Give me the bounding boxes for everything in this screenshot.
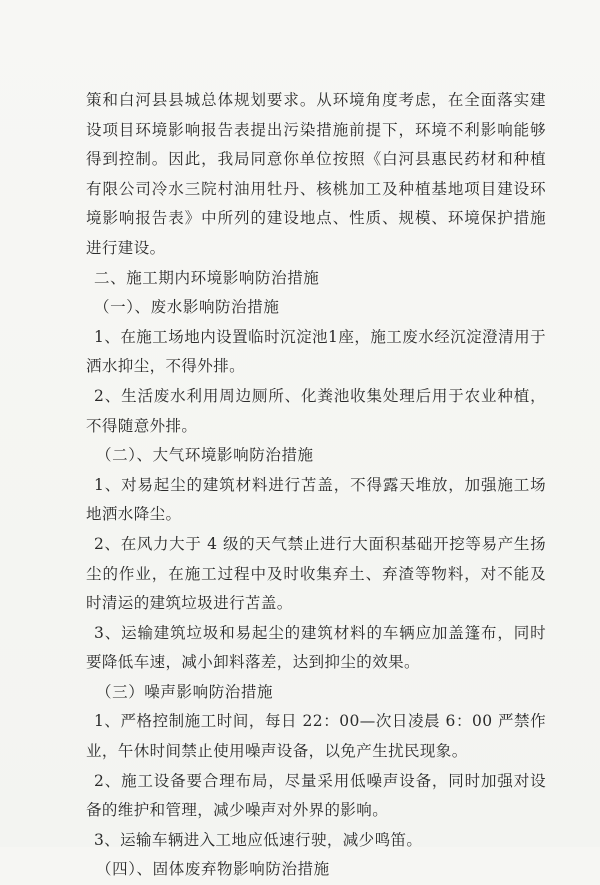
air-item-1: 1、对易起尘的建筑材料进行苫盖，不得露天堆放，加强施工场地洒水降尘。 bbox=[86, 475, 546, 524]
wastewater-item-2: 2、生活废水利用周边厕所、化粪池收集处理后用于农业种植，不得随意外排。 bbox=[86, 386, 546, 435]
wastewater-item-1: 1、在施工场地内设置临时沉淀池1座，施工废水经沉淀澄清用于洒水抑尘，不得外排。 bbox=[86, 327, 546, 376]
noise-item-2: 2、施工设备要合理布局，尽量采用低噪声设备，同时加强对设备的维护和管理，减少噪声对外界的影响。 bbox=[86, 771, 546, 820]
subheading-air: （二）、大气环境影响防治措施 bbox=[96, 446, 314, 465]
subheading-wastewater: （一）、废水影响防治措施 bbox=[94, 298, 280, 317]
air-item-2: 2、在风力大于 4 级的天气禁止进行大面积基础开挖等易产生扬尘的作业，在施工过程中及时收集弃土、弃渣等物料，对不能及时清运的建筑垃圾进行苫盖。 bbox=[86, 534, 546, 613]
subheading-noise: （三）噪声影响防治措施 bbox=[96, 682, 274, 701]
section-heading-construction: 二、施工期内环境影响防治措施 bbox=[94, 268, 320, 287]
subheading-solid-waste: （四）、固体废弃物影响防治措施 bbox=[96, 860, 330, 879]
paragraph-continuation: 策和白河县县城总体规划要求。从环境角度考虑，在全面落实建设项目环境影响报告表提出污染措施前提下，环境不利影响能够得到控制。因此，我局同意你单位按照《白河县惠民药材和种植有限公司冷水三院村油用牡丹、核桃加工及种植基地项目建设环境影响报告表》中所列的建设地点、性质、规模、环境保护措施进行建设。 bbox=[86, 91, 546, 257]
noise-item-3: 3、运输车辆进入工地应低速行驶，减少鸣笛。 bbox=[94, 830, 423, 849]
air-item-3: 3、运输建筑垃圾和易起尘的建筑材料的车辆应加盖篷布，同时要降低车速，减小卸料落差，达到抑尘的效果。 bbox=[86, 623, 546, 672]
noise-item-1: 1、严格控制施工时间，每日 22：00—次日凌晨 6：00 严禁作业，午休时间禁止使用噪声设备，以免产生扰民现象。 bbox=[86, 712, 546, 761]
document-body bbox=[86, 86, 546, 885]
